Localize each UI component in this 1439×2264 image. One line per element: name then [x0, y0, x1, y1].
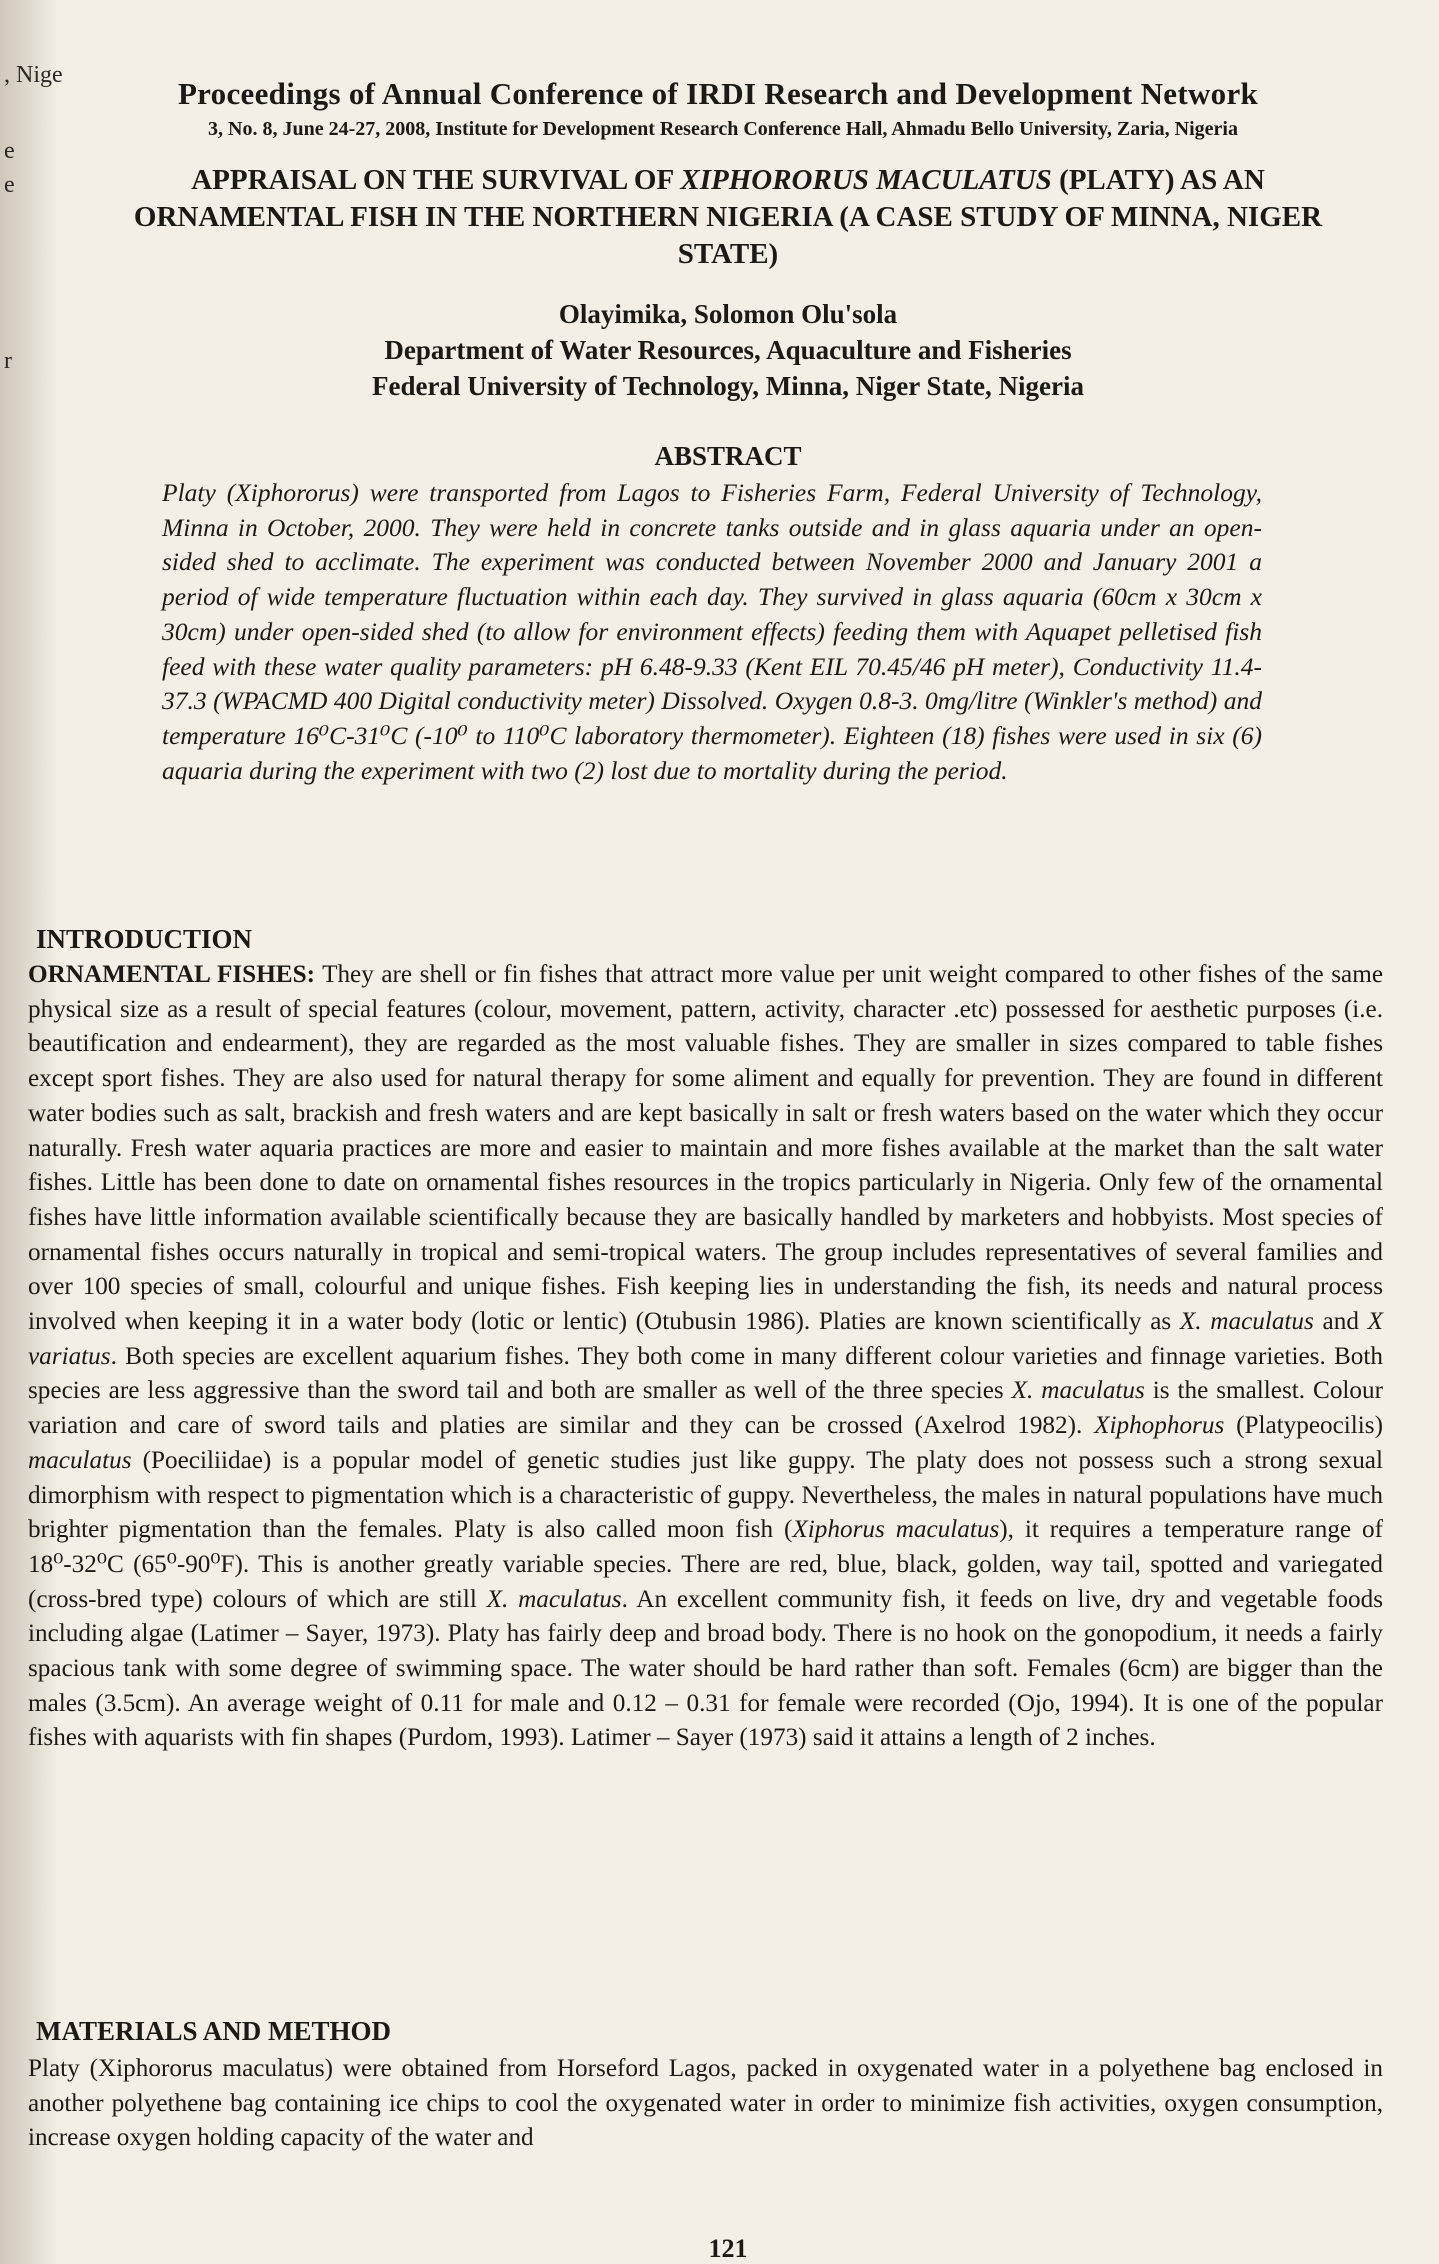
methods-heading: MATERIALS AND METHOD	[36, 2016, 392, 2046]
intro-part: They are shell or fin fishes that attract more value per unit weight compared to other fishes of the same physical size as a result of special features (colour, movement, pattern, activity, character .etc) possessed for aesthetic purposes (i.e. beautification and endearment), they are regarded as the most valuable fishes. They are smaller in sizes compared to table fishes except sport fishes. They are also used for natural therapy for some aliment and equally for prevention. They are found in different water bodies such as salt, brackish and fresh waters and are kept basically in salt or fresh waters based on the water which they occur naturally. Fresh water aquaria practices are more and easier to maintain and more fishes available at the market than the salt water fishes. Little has been done to date on ornamental fishes resources in the tropics particularly in Nigeria. Only few of the ornamental fishes have little information available scientifically because they are basically handled by marketers and hobbyists. Most species of ornamental fishes occurs naturally in tropical and semi-tropical waters. The group includes representatives of several families and over 100 species of small, colourful and unique fishes. Fish keeping lies in understanding the fish, its needs and natural process involved when keeping it in a water body (lotic or lentic) (Otubusin 1986). Platies are known scientifically as	[28, 961, 1383, 1336]
proceedings-title: Proceedings of Annual Conference of IRDI Research and Development Network	[177, 76, 1259, 111]
intro-part: . An excellent community fish, it feeds on live, dry and vegetable foods including algae (Latimer – Sayer, 1973). Platy has fairly deep and broad body. There is no hook on the gonopodium, it needs a fairly spacious tank with some degree of swimming space. The water should be hard rather than soft. Females (6cm) are bigger than the males (3.5cm). An average weight of 0.11 for male and 0.12 – 0.31 for female were recorded (Ojo, 1994). It is one of the popular fishes with aquarists with fin shapes (Purdom, 1993). Latimer – Sayer (1973) said it attains a length of 2 inches.	[28, 1585, 1383, 1752]
page-number: 121	[708, 2234, 748, 2263]
methods-text: Platy (Xiphororus maculatus) were obtained from Horseford Lagos, packed in oxygenated water in a polyethene bag enclosed in another polyethene bag containing ice chips to cool the oxygenated water in order to minimize fish activities, oxygen consumption, increase oxygen holding capacity of the water and	[28, 2055, 1383, 2152]
title-pre: APPRAISAL ON THE SURVIVAL OF	[191, 164, 681, 196]
intro-species: maculatus	[28, 1446, 132, 1474]
title-post: (PLATY) AS AN ORNAMENTAL FISH IN THE NORTHERN NIGERIA (A CASE STUDY OF MINNA, NIGER STATE)	[133, 164, 1323, 270]
abstract-heading: ABSTRACT	[654, 441, 802, 471]
intro-species: Xiphophorus	[1094, 1412, 1225, 1440]
margin-fragment: , Nige	[4, 62, 63, 88]
margin-fragment: r	[4, 348, 12, 374]
paper-page	[28, 0, 1390, 2264]
intro-part: (Platypeocilis)	[1224, 1412, 1383, 1440]
intro-species: X variatus	[28, 1308, 1383, 1370]
intro-species: Xiphorus maculatus	[792, 1516, 1000, 1544]
intro-species: X. maculatus	[486, 1585, 622, 1613]
author-name: Olayimika, Solomon Olu'sola	[558, 299, 898, 329]
intro-species: X. maculatus	[1179, 1308, 1314, 1336]
title-scientific-name: XIPHORORUS MACULATUS	[680, 164, 1052, 196]
paper-title	[128, 162, 1328, 273]
margin-fragment: e	[4, 172, 15, 198]
author-block	[178, 296, 1278, 404]
intro-part: is the smallest. Colour variation and care of sword tails and platies are similar and they can be crossed (Axelrod 1982).	[28, 1377, 1383, 1440]
intro-species: X. maculatus	[1011, 1377, 1145, 1405]
intro-part: ), it requires a temperature range of 18⁰-32⁰C (65⁰-90⁰F). This is another greatly variable species. There are red, blue, black, golden, way tail, spotted and variegated (cross-bred type) colours of which are still	[28, 1516, 1383, 1613]
proceedings-subtitle: 3, No. 8, June 24-27, 2008, Institute for Development Research Conference Hall, Ahmadu Bello University, Zaria, Nigeria	[208, 118, 1238, 140]
introduction-heading: INTRODUCTION	[36, 924, 253, 954]
intro-part: (Poeciliidae) is a popular model of genetic studies just like guppy. The platy does not possess such a strong sexual dimorphism with respect to pigmentation which is a characteristic of guppy. Nevertheless, the males in natural populations have much brighter pigmentation than the females. Platy is also called moon fish (	[28, 1446, 1383, 1544]
intro-part: and	[1313, 1308, 1368, 1336]
intro-part: . Both species are excellent aquarium fishes. They both come in many different colour varieties and finnage varieties. Both species are less aggressive than the sword tail and both are smaller as well of the three species	[28, 1342, 1383, 1405]
introduction-text	[28, 958, 1383, 1756]
author-department: Department of Water Resources, Aquaculture and Fisheries	[384, 335, 1072, 365]
margin-fragment: e	[4, 138, 15, 164]
author-institution: Federal University of Technology, Minna, Niger State, Nigeria	[372, 371, 1084, 401]
intro-lead: ORNAMENTAL FISHES:	[28, 961, 315, 988]
abstract-text: Platy (Xiphororus) were transported from Lagos to Fisheries Farm, Federal University of Technology, Minna in October, 2000. They were held in concrete tanks outside and in glass aquaria under an open-sided shed to acclimate. The experiment was conducted between November 2000 and January 2001 a period of wide temperature fluctuation within each day. They survived in glass aquaria (60cm x 30cm x 30cm) under open-sided shed (to allow for environment effects) feeding them with Aquapet pelletised fish feed with these water quality parameters: pH 6.48-9.33 (Kent EIL 70.45/46 pH meter), Conductivity 11.4-37.3 (WPACMD 400 Digital conductivity meter) Dissolved. Oxygen 0.8-3. 0mg/litre (Winkler's method) and temperature 16⁰C-31⁰C (-10⁰ to 110⁰C laboratory thermometer). Eighteen (18) fishes were used in six (6) aquaria during the experiment with two (2) lost due to mortality during the period.	[162, 478, 1262, 785]
